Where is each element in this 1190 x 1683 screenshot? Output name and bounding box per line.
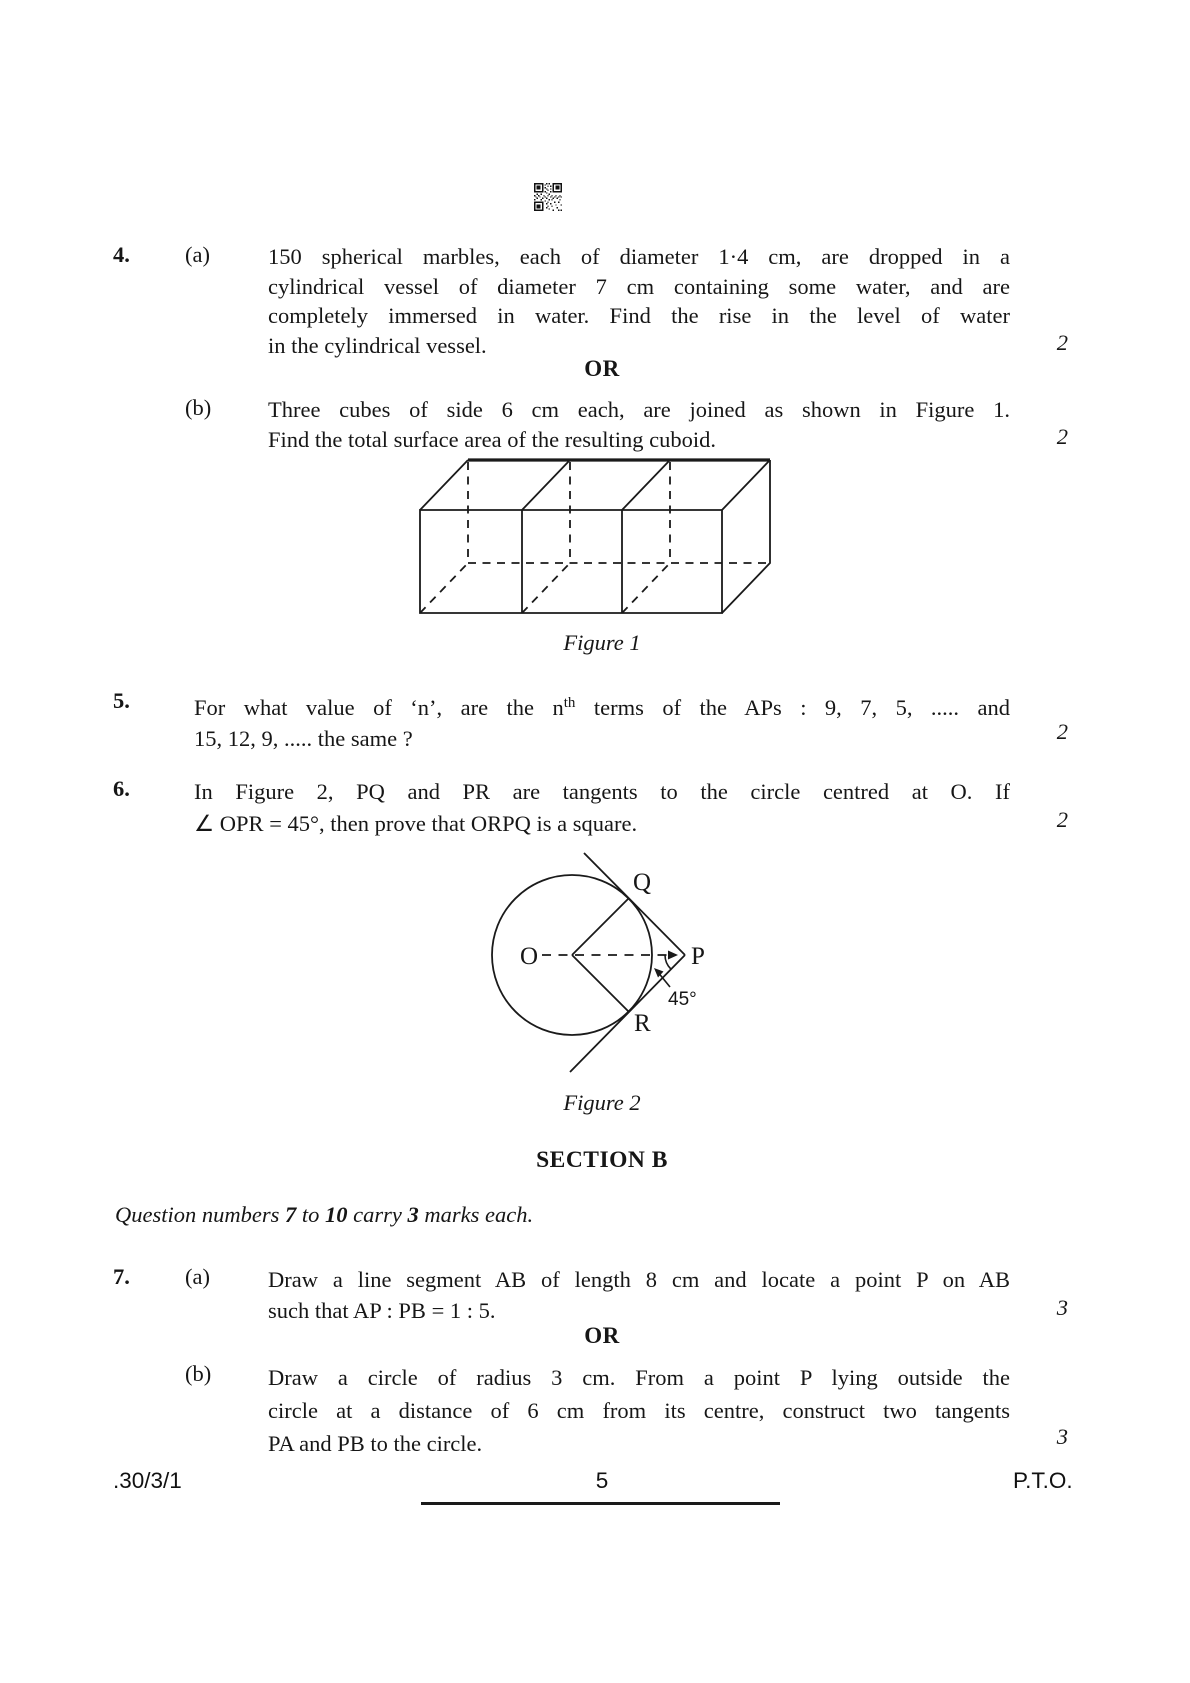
q7b-text [268, 1361, 1010, 1460]
figure-2-caption: Figure 2 [563, 1090, 641, 1115]
arrowhead-OP [668, 951, 678, 960]
qr-code-icon [534, 183, 562, 211]
instruction-marks-count: 3 [407, 1202, 419, 1227]
q4b-part-label: (b) [185, 395, 212, 420]
section-b-heading: SECTION B [536, 1147, 668, 1173]
instruction-seg: Question numbers [115, 1202, 285, 1227]
q4b-marks: 2 [1056, 424, 1068, 449]
q7-or-separator: OR [584, 1323, 620, 1348]
q7a-line-2: such that AP : PB = 1 : 5. [268, 1298, 496, 1323]
q4a-line-3: completely immersed in water. Find the rise in the level of water [268, 303, 1010, 328]
cuboid-hidden-edges [420, 462, 768, 613]
label-R: R [634, 1010, 651, 1037]
label-Q: Q [633, 869, 652, 896]
q5-nth-superscript: th [563, 695, 576, 711]
tangent-PR [570, 955, 685, 1072]
section-b-instruction [115, 1202, 533, 1228]
radius-OR [572, 955, 629, 1012]
q6-marks: 2 [1056, 807, 1068, 832]
q7b-line-2: circle at a distance of 6 cm from its centre, construct two tangents [268, 1398, 1010, 1423]
q7a-text [268, 1264, 1010, 1326]
q4a-line-2: cylindrical vessel of diameter 7 cm containing some water, and are [268, 273, 1010, 299]
q7b-marks: 3 [1056, 1424, 1068, 1449]
q5-line-2: 15, 12, 9, ..... the same ? [194, 726, 413, 751]
q4a-line-4: in the cylindrical vessel. [268, 332, 487, 358]
footer-page-number: 5 [595, 1468, 609, 1493]
label-P: P [691, 943, 705, 970]
q4a-marks: 2 [1056, 330, 1068, 355]
instruction-seg: marks each. [418, 1202, 534, 1227]
q4b-line-1: Three cubes of side 6 cm each, are joined as shown in Figure 1. [268, 397, 1010, 422]
q4a-line-1: 150 spherical marbles, each of diameter 1·4 cm, are dropped in a [268, 244, 1010, 269]
q6-line-2: ∠ OPR = 45°, then prove that ORPQ is a square. [194, 810, 638, 836]
figure-2-drawing [480, 805, 770, 1077]
instruction-seg: to [296, 1202, 326, 1227]
q7b-line-1: Draw a circle of radius 3 cm. From a point P lying outside the [268, 1365, 1010, 1390]
q5-number: 5. [113, 688, 130, 713]
label-45-degrees: 45° [668, 989, 697, 1010]
q5-text [194, 688, 1010, 754]
q4-or-separator: OR [584, 356, 620, 381]
q5-marks: 2 [1056, 719, 1068, 744]
footer-rule [421, 1502, 780, 1505]
q5-line-1-pre: For what value of ‘n’, are the n [194, 695, 564, 720]
q6-number: 6. [113, 776, 130, 801]
q5-line-1-post: terms of the APs : 9, 7, 5, ..... and [575, 695, 1011, 720]
q4-number: 4. [113, 242, 130, 267]
footer-paper-code: .30/3/1 [113, 1468, 182, 1493]
instruction-q-from: 7 [285, 1202, 297, 1227]
q7a-line-1: Draw a line segment AB of length 8 cm and locate a point P on AB [268, 1267, 1010, 1292]
figure-1-drawing [400, 452, 785, 622]
instruction-seg: carry [347, 1202, 408, 1227]
instruction-q-to: 10 [325, 1202, 348, 1227]
footer-pto: P.T.O. [1013, 1468, 1073, 1493]
radius-OQ [572, 898, 629, 955]
q4b-text [268, 395, 1010, 454]
q4a-text [268, 242, 1010, 360]
q7b-line-3: PA and PB to the circle. [268, 1431, 483, 1456]
cuboid-solid-edges [420, 460, 770, 613]
q7a-part-label: (a) [185, 1264, 210, 1289]
figure-1-caption: Figure 1 [563, 630, 641, 655]
label-O: O [519, 943, 538, 970]
q5-line-1 [194, 688, 1010, 723]
q7b-part-label: (b) [185, 1361, 212, 1386]
q7-number: 7. [113, 1264, 130, 1289]
q7a-marks: 3 [1056, 1295, 1068, 1320]
q4a-part-label: (a) [185, 242, 210, 267]
q4b-line-2: Find the total surface area of the resulting cuboid. [268, 426, 716, 452]
q6-line-1: In Figure 2, PQ and PR are tangents to the circle centred at O. If [194, 779, 1010, 804]
